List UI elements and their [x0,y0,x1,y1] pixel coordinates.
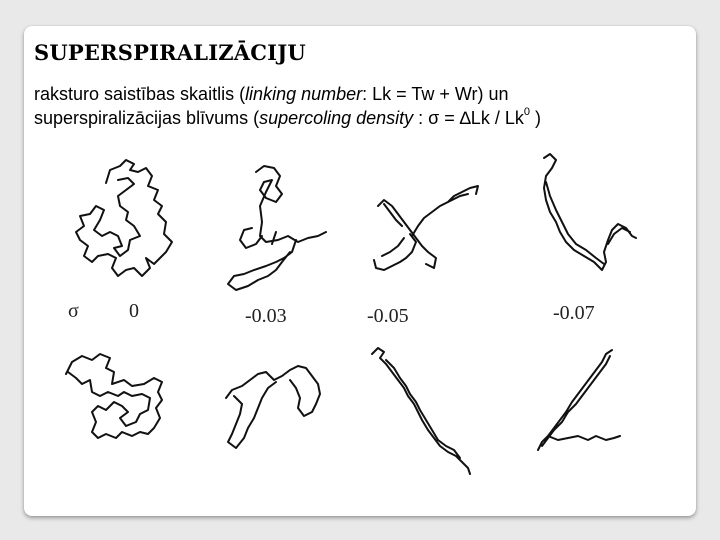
line2-text-c: ) [529,108,541,128]
dna-coil-bottom-sigma-007 [538,350,620,450]
dna-coil-top-sigma-007 [544,154,636,270]
sigma-value-007: -0.07 [553,302,595,324]
line2-italic: supercoling density [259,108,414,128]
slide-title: SUPERSPIRALIZĀCIJU [34,40,306,65]
line1-text-b: : Lk = Tw + Wr) un [362,84,509,104]
sigma-symbol: σ [68,300,79,322]
line1-text-a: raksturo saistības skaitlis ( [34,84,246,104]
dna-coil-bottom-sigma-0 [66,354,162,438]
line2-text-a: superspiralizācijas blīvums ( [34,108,260,128]
line2-superscript: 0 [523,106,530,118]
dna-coil-bottom-sigma-003 [226,366,320,448]
line1-italic: linking number [245,84,363,104]
dna-coil-top-sigma-003 [228,166,326,290]
dna-coil-bottom-sigma-005 [372,348,470,474]
sigma-value-003: -0.03 [245,305,287,327]
dna-coil-top-sigma-0 [76,160,172,276]
line2-text-b: : σ = ∆Lk / Lk [413,108,524,128]
dna-coil-top-sigma-005 [374,186,478,270]
sigma-value-0: 0 [129,300,139,322]
sigma-value-005: -0.05 [367,305,409,327]
